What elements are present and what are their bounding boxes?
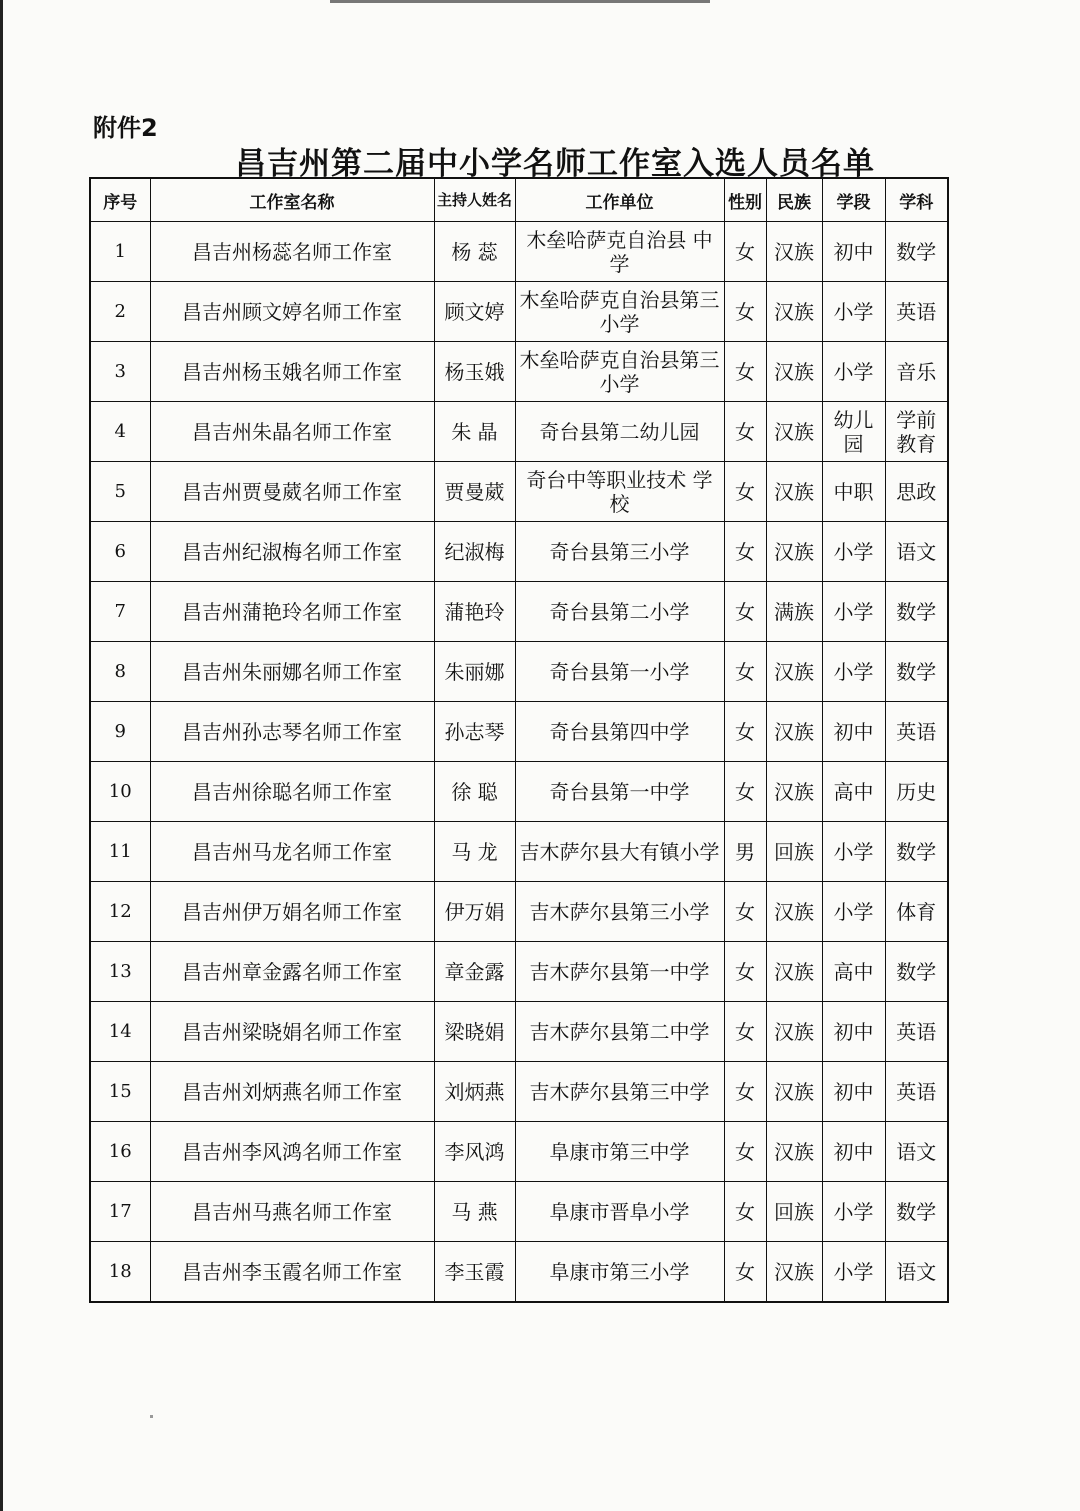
cell-subject: 语文 [885,1242,948,1303]
table-row [90,522,948,582]
cell-subject: 体育 [885,882,948,942]
table-row [90,1242,948,1303]
cell-gender: 女 [724,1182,766,1242]
cell-gender: 女 [724,582,766,642]
cell-studio: 昌吉州马龙名师工作室 [150,822,434,882]
cell-stage: 小学 [822,282,885,342]
cell-host: 纪淑梅 [434,522,515,582]
table-row [90,462,948,522]
cell-index: 2 [90,282,150,342]
cell-host: 孙志琴 [434,702,515,762]
header-ethnicity: 民族 [766,178,822,222]
cell-index: 14 [90,1002,150,1062]
attachment-label: 附件2 [93,114,158,142]
cell-subject: 语文 [885,1122,948,1182]
cell-ethnicity: 汉族 [766,522,822,582]
cell-subject: 英语 [885,1002,948,1062]
header-gender: 性别 [724,178,766,222]
cell-index: 5 [90,462,150,522]
cell-host: 马 龙 [434,822,515,882]
scan-edge-top [330,0,710,3]
cell-studio: 昌吉州伊万娟名师工作室 [150,882,434,942]
table-row [90,702,948,762]
cell-host: 杨玉娥 [434,342,515,402]
table-row [90,642,948,702]
cell-gender: 女 [724,1122,766,1182]
cell-studio: 昌吉州朱丽娜名师工作室 [150,642,434,702]
cell-unit: 奇台县第四中学 [515,702,724,762]
document-title: 昌吉州第二届中小学名师工作室入选人员名单 [235,146,875,182]
cell-ethnicity: 汉族 [766,942,822,1002]
cell-index: 6 [90,522,150,582]
cell-index: 13 [90,942,150,1002]
cell-index: 11 [90,822,150,882]
scan-speck [150,1415,153,1418]
header-row [90,178,948,222]
table-row [90,582,948,642]
cell-subject: 语文 [885,522,948,582]
cell-host: 李风鸿 [434,1122,515,1182]
cell-ethnicity: 汉族 [766,462,822,522]
cell-unit: 奇台县第一小学 [515,642,724,702]
cell-index: 17 [90,1182,150,1242]
cell-index: 18 [90,1242,150,1303]
cell-ethnicity: 回族 [766,822,822,882]
cell-host: 马 燕 [434,1182,515,1242]
cell-ethnicity: 汉族 [766,1062,822,1122]
cell-studio: 昌吉州梁晓娟名师工作室 [150,1002,434,1062]
cell-unit: 奇台中等职业技术 学校 [515,462,724,522]
cell-studio: 昌吉州纪淑梅名师工作室 [150,522,434,582]
cell-ethnicity: 汉族 [766,1242,822,1303]
cell-unit: 奇台县第二小学 [515,582,724,642]
cell-gender: 女 [724,702,766,762]
cell-host: 章金露 [434,942,515,1002]
cell-ethnicity: 汉族 [766,1122,822,1182]
cell-index: 8 [90,642,150,702]
header-index: 序号 [90,178,150,222]
cell-stage: 初中 [822,702,885,762]
cell-stage: 小学 [822,582,885,642]
cell-subject: 数学 [885,222,948,282]
header-studio: 工作室名称 [150,178,434,222]
header-host: 主持人姓名 [434,178,515,222]
cell-studio: 昌吉州杨玉娥名师工作室 [150,342,434,402]
cell-studio: 昌吉州朱晶名师工作室 [150,402,434,462]
table-row [90,1062,948,1122]
cell-unit: 阜康市晋阜小学 [515,1182,724,1242]
cell-ethnicity: 汉族 [766,702,822,762]
header-subject: 学科 [885,178,948,222]
cell-subject: 数学 [885,822,948,882]
cell-ethnicity: 汉族 [766,402,822,462]
cell-index: 9 [90,702,150,762]
cell-ethnicity: 汉族 [766,222,822,282]
cell-unit: 木垒哈萨克自治县第三小学 [515,282,724,342]
cell-unit: 木垒哈萨克自治县 中学 [515,222,724,282]
table-row [90,882,948,942]
cell-studio: 昌吉州蒲艳玲名师工作室 [150,582,434,642]
cell-ethnicity: 汉族 [766,282,822,342]
table-row [90,342,948,402]
cell-ethnicity: 汉族 [766,342,822,402]
cell-ethnicity: 汉族 [766,882,822,942]
cell-subject: 数学 [885,582,948,642]
cell-index: 3 [90,342,150,402]
table-row [90,1002,948,1062]
cell-studio: 昌吉州孙志琴名师工作室 [150,702,434,762]
cell-host: 贾曼葳 [434,462,515,522]
cell-host: 李玉霞 [434,1242,515,1303]
cell-stage: 高中 [822,762,885,822]
cell-gender: 女 [724,522,766,582]
cell-ethnicity: 汉族 [766,1002,822,1062]
cell-studio: 昌吉州章金露名师工作室 [150,942,434,1002]
cell-unit: 阜康市第三小学 [515,1242,724,1303]
cell-stage: 小学 [822,822,885,882]
cell-gender: 女 [724,462,766,522]
cell-subject: 数学 [885,642,948,702]
cell-ethnicity: 满族 [766,582,822,642]
cell-subject: 英语 [885,282,948,342]
cell-studio: 昌吉州刘炳燕名师工作室 [150,1062,434,1122]
cell-stage: 幼儿园 [822,402,885,462]
table-row [90,762,948,822]
cell-stage: 小学 [822,1182,885,1242]
cell-unit: 阜康市第三中学 [515,1122,724,1182]
cell-stage: 初中 [822,222,885,282]
cell-unit: 奇台县第三小学 [515,522,724,582]
cell-ethnicity: 回族 [766,1182,822,1242]
cell-studio: 昌吉州贾曼葳名师工作室 [150,462,434,522]
cell-gender: 女 [724,222,766,282]
cell-studio: 昌吉州李玉霞名师工作室 [150,1242,434,1303]
cell-unit: 奇台县第二幼儿园 [515,402,724,462]
cell-subject: 历史 [885,762,948,822]
header-stage: 学段 [822,178,885,222]
cell-host: 伊万娟 [434,882,515,942]
table-row [90,1122,948,1182]
cell-gender: 女 [724,1062,766,1122]
table-row [90,282,948,342]
cell-gender: 女 [724,1242,766,1303]
roster-table [89,177,949,1303]
cell-studio: 昌吉州马燕名师工作室 [150,1182,434,1242]
cell-studio: 昌吉州杨蕊名师工作室 [150,222,434,282]
cell-unit: 奇台县第一中学 [515,762,724,822]
scan-edge-left [0,0,3,1511]
table-row [90,402,948,462]
cell-index: 4 [90,402,150,462]
header-unit: 工作单位 [515,178,724,222]
cell-gender: 女 [724,402,766,462]
cell-stage: 中职 [822,462,885,522]
cell-stage: 小学 [822,642,885,702]
cell-host: 蒲艳玲 [434,582,515,642]
cell-host: 朱丽娜 [434,642,515,702]
cell-stage: 高中 [822,942,885,1002]
cell-stage: 小学 [822,342,885,402]
cell-subject: 学前教育 [885,402,948,462]
cell-index: 16 [90,1122,150,1182]
cell-host: 朱 晶 [434,402,515,462]
cell-subject: 思政 [885,462,948,522]
cell-studio: 昌吉州李风鸿名师工作室 [150,1122,434,1182]
cell-index: 15 [90,1062,150,1122]
cell-host: 顾文婷 [434,282,515,342]
cell-unit: 吉木萨尔县第三小学 [515,882,724,942]
cell-subject: 英语 [885,1062,948,1122]
cell-gender: 女 [724,942,766,1002]
cell-stage: 初中 [822,1002,885,1062]
cell-unit: 吉木萨尔县第一中学 [515,942,724,1002]
cell-subject: 音乐 [885,342,948,402]
table-row [90,942,948,1002]
cell-gender: 女 [724,882,766,942]
cell-ethnicity: 汉族 [766,762,822,822]
table-row [90,822,948,882]
cell-unit: 吉木萨尔县大有镇小学 [515,822,724,882]
cell-studio: 昌吉州徐聪名师工作室 [150,762,434,822]
cell-host: 梁晓娟 [434,1002,515,1062]
table-row [90,222,948,282]
cell-host: 杨 蕊 [434,222,515,282]
cell-index: 1 [90,222,150,282]
cell-gender: 男 [724,822,766,882]
cell-unit: 木垒哈萨克自治县第三小学 [515,342,724,402]
cell-unit: 吉木萨尔县第二中学 [515,1002,724,1062]
cell-index: 10 [90,762,150,822]
cell-stage: 初中 [822,1062,885,1122]
cell-gender: 女 [724,342,766,402]
cell-stage: 小学 [822,882,885,942]
cell-index: 7 [90,582,150,642]
cell-gender: 女 [724,282,766,342]
cell-subject: 数学 [885,1182,948,1242]
cell-studio: 昌吉州顾文婷名师工作室 [150,282,434,342]
cell-gender: 女 [724,1002,766,1062]
cell-stage: 小学 [822,1242,885,1303]
cell-stage: 初中 [822,1122,885,1182]
cell-subject: 英语 [885,702,948,762]
cell-host: 徐 聪 [434,762,515,822]
roster-body [90,222,948,1303]
cell-gender: 女 [724,642,766,702]
cell-stage: 小学 [822,522,885,582]
cell-index: 12 [90,882,150,942]
table-row [90,1182,948,1242]
cell-subject: 数学 [885,942,948,1002]
cell-ethnicity: 汉族 [766,642,822,702]
cell-host: 刘炳燕 [434,1062,515,1122]
cell-gender: 女 [724,762,766,822]
cell-unit: 吉木萨尔县第三中学 [515,1062,724,1122]
